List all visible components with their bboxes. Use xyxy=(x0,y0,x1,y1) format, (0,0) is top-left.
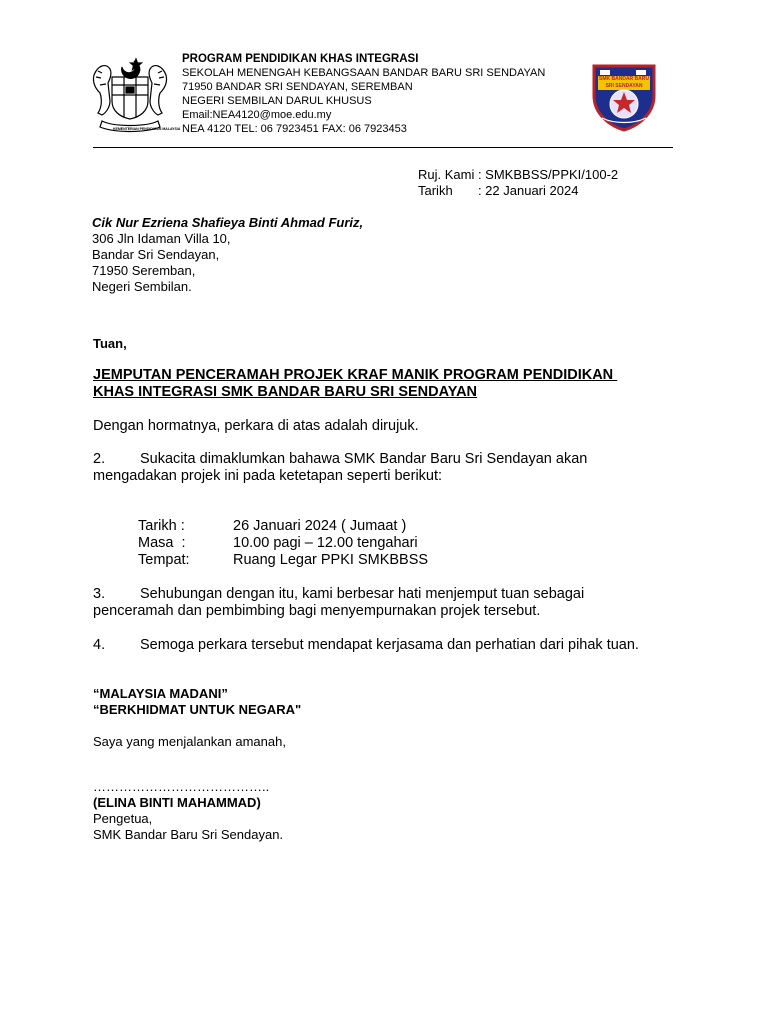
detail-value: 10.00 pagi – 12.00 tengahari xyxy=(233,535,418,551)
school-name: SEKOLAH MENENGAH KEBANGSAAN BANDAR BARU SRI SENDAYAN xyxy=(182,67,546,79)
opening-paragraph: Dengan hormatnya, perkara di atas adalah dirujuk. xyxy=(93,418,419,434)
paragraph-4 xyxy=(93,637,639,654)
event-details xyxy=(138,518,428,569)
recipient-address-line: 306 Jln Idaman Villa 10, xyxy=(92,231,231,246)
school-badge-text: SMK BANDAR BARU SRI SENDAYAN xyxy=(599,76,649,89)
reference-date: Tarikh : 22 Januari 2024 xyxy=(418,183,579,198)
signatory-organisation: SMK Bandar Baru Sri Sendayan. xyxy=(93,827,284,842)
detail-value: 26 Januari 2024 ( Jumaat ) xyxy=(233,518,407,534)
detail-label: Tempat: xyxy=(138,552,190,568)
school-badge-logo xyxy=(590,62,658,132)
signatory-name: (ELINA BINTI MAHAMMAD) xyxy=(93,795,261,810)
detail-row-time xyxy=(138,535,428,552)
recipient-address-line: 71950 Seremban, xyxy=(92,263,196,278)
subject-heading xyxy=(93,367,617,401)
paragraph-number: 3. xyxy=(93,586,106,602)
paragraph-number: 2. xyxy=(93,451,106,467)
subject-line-1: JEMPUTAN PENCERAMAH PROJEK KRAF MANIK PROGRAM PENDIDIKAN xyxy=(93,367,618,383)
recipient-address-line: Negeri Sembilan. xyxy=(92,279,192,294)
paragraph-text: Semoga perkara tersebut mendapat kerjasama dan perhatian dari pihak tuan. xyxy=(140,637,639,653)
paragraph-text: mengadakan projek ini pada ketetapan seperti berikut: xyxy=(93,468,443,484)
subject-line-2: KHAS INTEGRASI SMK BANDAR BARU SRI SENDAYAN xyxy=(93,384,478,400)
crest-caption: KEMENTERIAN PENDIDIKAN MALAYSIA xyxy=(113,127,181,131)
slogan-line: “BERKHIDMAT UNTUK NEGARA" xyxy=(93,702,302,717)
recipient-block xyxy=(92,215,363,295)
detail-label: Tarikh : xyxy=(138,518,185,534)
detail-row-venue xyxy=(138,552,428,569)
program-title: PROGRAM PENDIDIKAN KHAS INTEGRASI xyxy=(182,53,419,65)
slogans xyxy=(93,686,301,718)
paragraph-number: 4. xyxy=(93,637,106,653)
detail-value: Ruang Legar PPKI SMKBBSS xyxy=(233,552,429,568)
paragraph-2 xyxy=(93,451,587,485)
recipient-name: Cik Nur Ezriena Shafieya Binti Ahmad Furiz, xyxy=(92,215,364,230)
paragraph-3 xyxy=(93,586,584,620)
salutation: Tuan, xyxy=(93,336,127,351)
coat-of-arms-logo xyxy=(88,55,172,135)
signature-dots: ………………………………….. xyxy=(93,779,270,794)
school-phone: NEA 4120 TEL: 06 7923451 FAX: 06 7923453 xyxy=(182,123,407,135)
detail-label: Masa : xyxy=(138,535,186,551)
reference-block xyxy=(418,167,618,199)
school-address-line-2: NEGERI SEMBILAN DARUL KHUSUS xyxy=(182,95,372,107)
closing-line: Saya yang menjalankan amanah, xyxy=(93,734,286,749)
school-address-line-1: 71950 BANDAR SRI SENDAYAN, SEREMBAN xyxy=(182,81,413,93)
school-email: Email:NEA4120@moe.edu.my xyxy=(182,109,332,121)
signatory-title: Pengetua, xyxy=(93,811,153,826)
reference-number: Ruj. Kami : SMKBBSS/PPKI/100-2 xyxy=(418,167,619,182)
paragraph-text: penceramah dan pembimbing bagi menyempurnakan projek tersebut. xyxy=(93,603,541,619)
recipient-address-line: Bandar Sri Sendayan, xyxy=(92,247,220,262)
signature-block xyxy=(93,779,283,843)
paragraph-text: Sukacita dimaklumkan bahawa SMK Bandar Baru Sri Sendayan akan xyxy=(140,451,588,467)
detail-row-date xyxy=(138,518,428,535)
slogan-line: “MALAYSIA MADANI” xyxy=(93,686,228,701)
header-divider xyxy=(93,147,673,148)
paragraph-text: Sehubungan dengan itu, kami berbesar hati menjemput tuan sebagai xyxy=(140,586,585,602)
letterhead xyxy=(182,52,545,136)
